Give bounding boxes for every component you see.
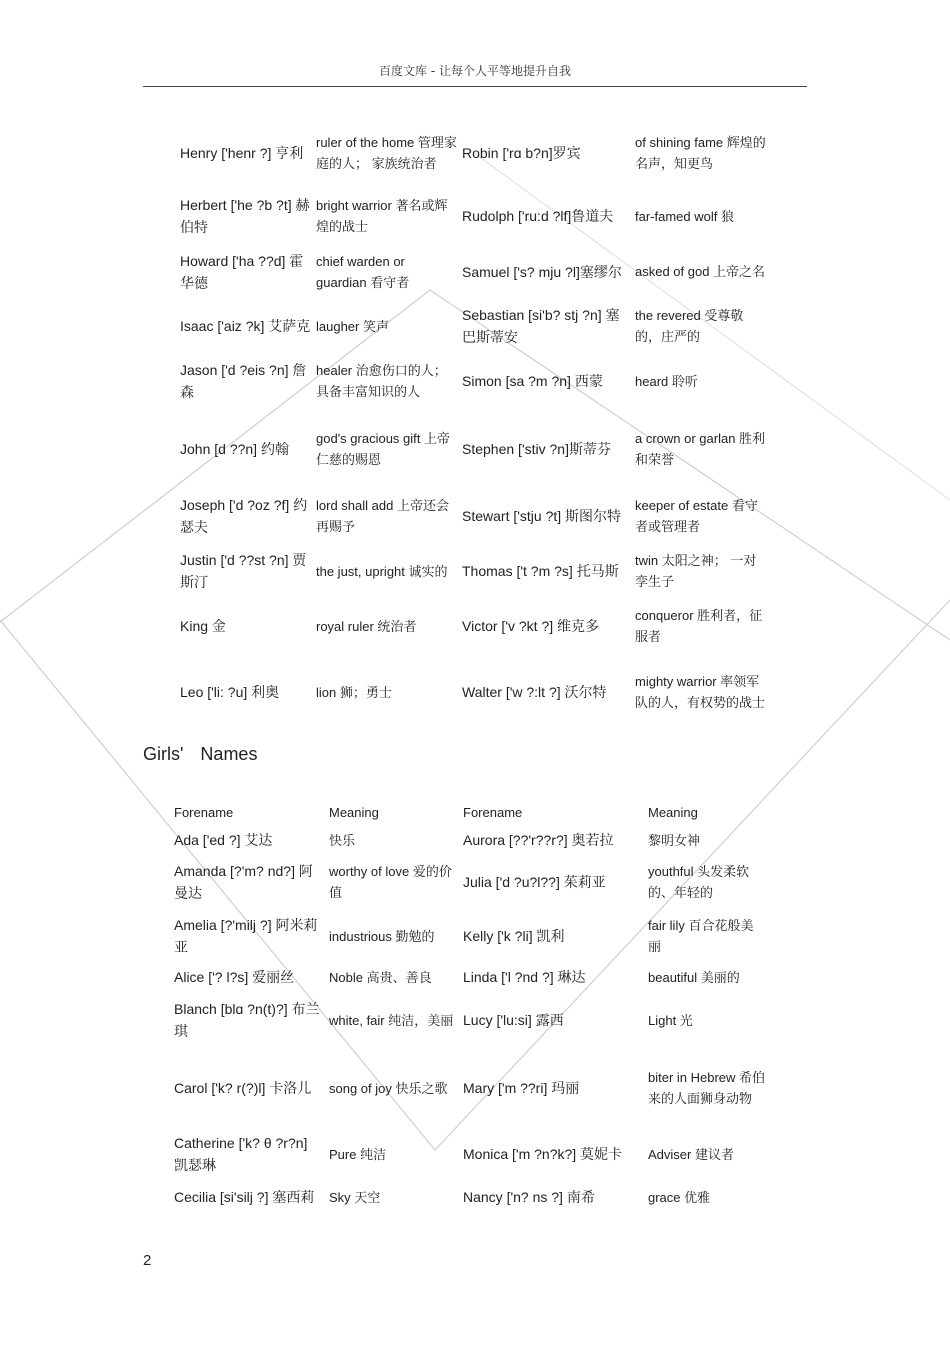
table-row (180, 489, 770, 543)
forename-cell: Monica ['m ?n?k?] 莫妮卡 (463, 1146, 623, 1162)
meaning-cell: beautiful 美丽的 (648, 969, 740, 985)
meaning-cell: Pure 纯洁 (329, 1146, 387, 1162)
meaning-cell: keeper of estate 看守者或管理者 (635, 498, 758, 534)
meaning-cell: conqueror 胜利者，征服者 (635, 608, 763, 644)
boys-names-table (180, 118, 770, 731)
meaning-cell: the just, upright 诚实的 (316, 563, 448, 579)
forename-cell: Simon [sa ?m ?n] 西蒙 (462, 373, 603, 389)
meaning-cell: of shining fame 辉煌的名声，知更鸟 (635, 135, 766, 171)
table-header-row (174, 798, 770, 826)
meaning-cell: 黎明女神 (648, 832, 701, 848)
forename-cell: Isaac ['aiz ?k] 艾萨克 (180, 318, 311, 334)
forename-cell: Justin ['d ??st ?n] 贾斯汀 (180, 552, 307, 590)
meaning-cell: Noble 高贵、善良 (329, 969, 432, 985)
table-row (174, 992, 770, 1048)
page-header: 百度文库 - 让每个人平等地提升自我 (379, 64, 571, 78)
forename-cell: Catherine ['k? θ ?r?n] 凯瑟琳 (174, 1135, 308, 1173)
meaning-cell: industrious 勤勉的 (329, 928, 435, 944)
forename-cell: Blanch [blɑ ?n(t)?] 布兰琪 (174, 1001, 320, 1039)
forename-cell: Alice ['? l?s] 爱丽丝 (174, 969, 295, 985)
forename-cell: Lucy ['lu:si] 露西 (463, 1012, 564, 1028)
forename-cell: Leo ['li: ?u] 利奥 (180, 684, 280, 700)
meaning-cell: laugher 笑声 (316, 318, 389, 334)
meaning-cell: mighty warrior 率领军队的人，有权势的战士 (635, 674, 766, 710)
table-row (180, 543, 770, 599)
meaning-cell: far-famed wolf 狼 (635, 208, 734, 224)
meaning-cell: grace 优雅 (648, 1189, 711, 1205)
table-row (180, 118, 770, 188)
meaning-cell: god's gracious gift 上帝仁慈的赐恩 (316, 431, 450, 467)
forename-cell: Kelly ['k ?li] 凯利 (463, 928, 565, 944)
meaning-cell: healer 治愈伤口的人； 具备丰富知识的人 (316, 363, 447, 399)
table-row (180, 188, 770, 244)
table-row (174, 962, 770, 992)
forename-cell: Samuel ['s? mju ?l]塞缪尔 (462, 263, 622, 280)
table-row (174, 910, 770, 962)
forename-cell: Carol ['k? r(?)l] 卡洛儿 (174, 1080, 312, 1096)
forename-cell: Aurora [??'r??r?] 奥若拉 (463, 832, 614, 848)
section-title: Girls' Names (143, 744, 258, 764)
meaning-cell: Sky 天空 (329, 1189, 381, 1205)
table-row (180, 409, 770, 489)
meaning-cell: white, fair 纯洁，美丽 (329, 1012, 454, 1028)
table-row (174, 1048, 770, 1128)
forename-cell: Sebastian [si'b? stj ?n] 塞巴斯蒂安 (462, 307, 620, 345)
table-row (180, 353, 770, 409)
meaning-cell: Adviser 建议者 (648, 1146, 734, 1162)
meaning-cell: youthful 头发柔软的、年轻的 (648, 864, 750, 900)
forename-cell: Victor ['v ?kt ?] 维克多 (462, 618, 600, 634)
meaning-cell: bright warrior 著名或辉煌的战士 (316, 198, 448, 234)
meaning-cell: 快乐 (329, 832, 356, 848)
meaning-cell: biter in Hebrew 希伯来的人面狮身动物 (648, 1070, 766, 1106)
table-row (174, 1128, 770, 1180)
meaning-cell: the revered 受尊敬的，庄严的 (635, 308, 744, 344)
meaning-cell: chief warden or guardian 看守者 (316, 253, 410, 290)
forename-cell: Cecilia [si'silj ?] 塞西莉 (174, 1189, 315, 1205)
forename-cell: Henry ['henr ?] 亨利 (180, 145, 304, 161)
table-row (180, 244, 770, 299)
forename-cell: Stewart ['stju ?t] 斯图尔特 (462, 508, 622, 524)
forename-cell: Julia ['d ?u?l??] 茱莉亚 (463, 874, 606, 890)
table-row (174, 854, 770, 910)
forename-cell: King 金 (180, 618, 226, 634)
meaning-cell: song of joy 快乐之歌 (329, 1080, 448, 1096)
forename-cell: Mary ['m ??ri] 玛丽 (463, 1080, 580, 1096)
meaning-cell: royal ruler 统治者 (316, 618, 417, 634)
meaning-cell: fair lily 百合花般美丽 (648, 918, 754, 954)
column-header: Forename (174, 804, 234, 820)
column-header: Forename (463, 804, 523, 820)
column-header: Meaning (329, 804, 379, 820)
table-row (174, 1180, 770, 1214)
forename-cell: Amelia [?'milj ?] 阿米莉亚 (174, 917, 318, 955)
meaning-cell: a crown or garlan 胜利和荣誉 (635, 431, 766, 467)
column-header: Meaning (648, 804, 698, 820)
table-row (180, 653, 770, 731)
meaning-cell: ruler of the home 管理家庭的人； 家族统治者 (316, 135, 457, 171)
meaning-cell: lord shall add 上帝还会再赐予 (316, 498, 449, 534)
girls-names-table (174, 798, 770, 1214)
forename-cell: Thomas ['t ?m ?s] 托马斯 (462, 563, 619, 579)
table-row (180, 299, 770, 353)
meaning-cell: heard 聆听 (635, 373, 698, 389)
forename-cell: Linda ['l ?nd ?] 琳达 (463, 969, 586, 985)
meaning-cell: twin 太阳之神； 一对孪生子 (635, 553, 757, 589)
forename-cell: Jason ['d ?eis ?n] 詹森 (180, 362, 307, 400)
forename-cell: Robin ['rɑ b?n]罗宾 (462, 145, 581, 161)
forename-cell: Amanda [?'m? nd?] 阿曼达 (174, 863, 313, 901)
forename-cell: Stephen ['stiv ?n]斯蒂芬 (462, 441, 611, 457)
forename-cell: Herbert ['he ?b ?t] 赫伯特 (180, 197, 310, 235)
forename-cell: Howard ['ha ??d] 霍华德 (180, 252, 304, 291)
table-row (180, 599, 770, 653)
forename-cell: Walter ['w ?:lt ?] 沃尔特 (462, 684, 607, 700)
meaning-cell: Light 光 (648, 1012, 693, 1028)
forename-cell: Joseph ['d ?oz ?f] 约瑟夫 (180, 497, 308, 535)
forename-cell: Ada ['ed ?] 艾达 (174, 832, 273, 848)
forename-cell: Rudolph ['ru:d ?lf]鲁道夫 (462, 208, 614, 224)
meaning-cell: lion 狮；勇士 (316, 684, 392, 700)
page-number: 2 (143, 1252, 152, 1269)
header-divider (143, 86, 807, 87)
forename-cell: Nancy ['n? ns ?] 南希 (463, 1189, 595, 1205)
meaning-cell: asked of god 上帝之名 (635, 264, 766, 279)
table-row (174, 826, 770, 854)
forename-cell: John [d ??n] 约翰 (180, 441, 289, 457)
meaning-cell: worthy of love 爱的价值 (329, 864, 452, 900)
